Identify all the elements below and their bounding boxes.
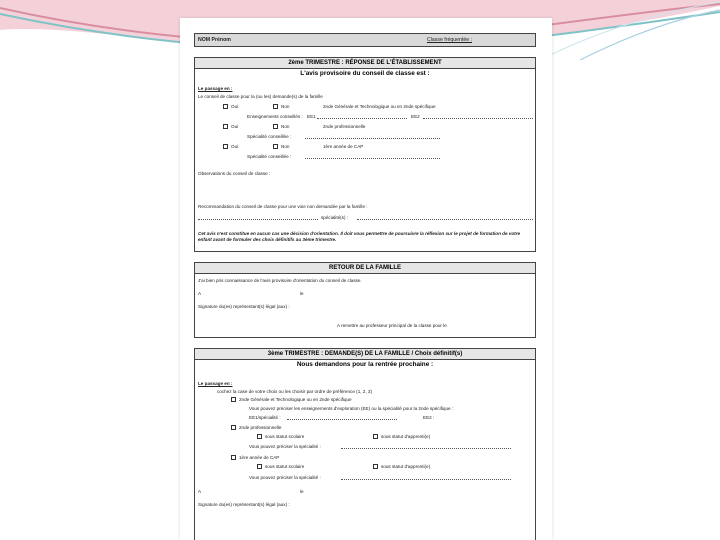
remettre-text: A remettre au professeur principal de la classe pour le [337,323,447,328]
section-demandes [194,348,536,540]
preciser-spec-line-1 [341,448,511,449]
choice2-label: 2nde professionnelle [239,425,282,430]
le-label-3: le [300,489,304,494]
cochez-instruction: cochez la case de votre choix ou les choisir par ordre de préférence (1, 2, 3) [217,389,372,394]
ens-conseilles-label: Enseignements conseillés : [247,114,303,119]
choice2-apprenti-checkbox[interactable] [373,434,378,439]
preciser-spec-line-2 [341,479,511,480]
preciser-spec-label-2: Vous pouvez préciser la spécialité : [249,475,321,480]
ee1-specialite-line [287,419,397,420]
option3-oui-label: Oui [231,144,239,149]
section3-subtitle: Nous demandons pour la rentrée prochaine : [296,361,434,368]
option1-oui-label: Oui [231,104,239,109]
document-page [180,18,552,540]
ee1-specialite-label: EE1/spécialité : [249,415,281,420]
option1-non-label: Non [281,104,290,109]
ee2-label: EE2 [411,114,420,119]
spec-conseillee-label: Spécialité conseillée : [247,134,292,139]
option2-oui-label: Oui [231,124,239,129]
choice3-checkbox[interactable] [231,455,236,460]
option2-oui-checkbox[interactable] [223,124,228,129]
le-label: le [300,291,304,296]
passage-label: Le passage en : [198,86,233,91]
name-bar [194,33,536,47]
ee2-line [423,118,533,119]
ee1-label: EE1 [307,114,316,119]
option3-non-label: Non [281,144,290,149]
information-note: Cet avis n'est constitue en aucun cas une décision d'orientation. Il doit vous permettre de poursuivre la réflexion sur le projet de formation de votre enfant avant de formuler des choix définitifs au 3ème trimestre. [198,231,521,242]
specialite-line [357,219,533,220]
ee2-label-3: EE2 : [423,415,435,420]
intro-text: Le conseil de classe pour la (ou les) demande(s) de la famille [198,94,323,99]
choice3-label: 1ère année de CAP [239,455,280,460]
spec-line-2 [305,158,440,159]
option1-label: 2nde Générale et Technologique ou en 2nde spécifique [323,104,436,109]
option2-non-label: Non [281,124,290,129]
signature-label: Signature du(es) représentant(s) légal (aux) : [198,304,290,309]
choice2-apprenti-label: sous statut d'apprenti(e) [381,434,431,439]
option2-non-checkbox[interactable] [273,124,278,129]
option3-oui-checkbox[interactable] [223,144,228,149]
precise-ens-text: Vous pouvez préciser les enseignements d'exploration (EE) ou la spécialité pour la 2nde spécifique : [249,406,454,411]
choice2-checkbox[interactable] [231,425,236,430]
recommandation-label: Recommandation du conseil de classe pour une voie non demandée par la famille : [198,204,368,209]
option3-label: 1ère année de CAP [323,144,364,149]
signature-label-3: Signature du(es) représentant(s) légal (aux) : [198,502,290,507]
choice3-scolaire-checkbox[interactable] [257,464,262,469]
specialite-s-label: spécialité(s) : [321,215,349,220]
classe-label: Classe fréquentée : [427,37,472,43]
section-famille [194,262,536,338]
preciser-spec-label-1: Vous pouvez préciser la spécialité : [249,444,321,449]
spec-conseillee-label-2: Spécialité conseillée : [247,154,292,159]
recommandation-line [198,219,318,220]
choice2-scolaire-checkbox[interactable] [257,434,262,439]
choice3-apprenti-checkbox[interactable] [373,464,378,469]
choice3-scolaire-label: sous statut scolaire [265,464,305,469]
choice3-apprenti-label: sous statut d'apprenti(e) [381,464,431,469]
connaissance-text: J'ai bien pris connaissance de l'avis provisoire d'orientation du conseil de classe. [198,278,362,283]
choice2-scolaire-label: sous statut scolaire [265,434,305,439]
section1-title: 2ème TRIMESTRE : RÉPONSE DE L'ÉTABLISSEMENT [195,58,535,69]
choice1-checkbox[interactable] [231,397,236,402]
option1-oui-checkbox[interactable] [223,104,228,109]
choice1-label: 2nde Générale et Technologique ou en 2nde spécifique [239,397,352,402]
ee1-line [317,118,407,119]
option2-label: 2nde professionnelle [323,124,366,129]
a-label: A [198,291,202,296]
section2-title: RETOUR DE LA FAMILLE [195,263,535,274]
spec-line-1 [305,138,440,139]
passage-label-3: Le passage en : [198,381,233,386]
option1-non-checkbox[interactable] [273,104,278,109]
option3-non-checkbox[interactable] [273,144,278,149]
observations-label: Observations du conseil de classe : [198,171,271,176]
a-label-3: A [198,489,202,494]
section3-title: 3ème TRIMESTRE : DEMANDE(S) DE LA FAMILLE / Choix définitif(s) [195,349,535,360]
section-etablissement [194,57,536,252]
nom-prenom-label: NOM Prénom [198,37,231,43]
section1-subtitle: L'avis provisoire du conseil de classe est : [300,70,430,77]
